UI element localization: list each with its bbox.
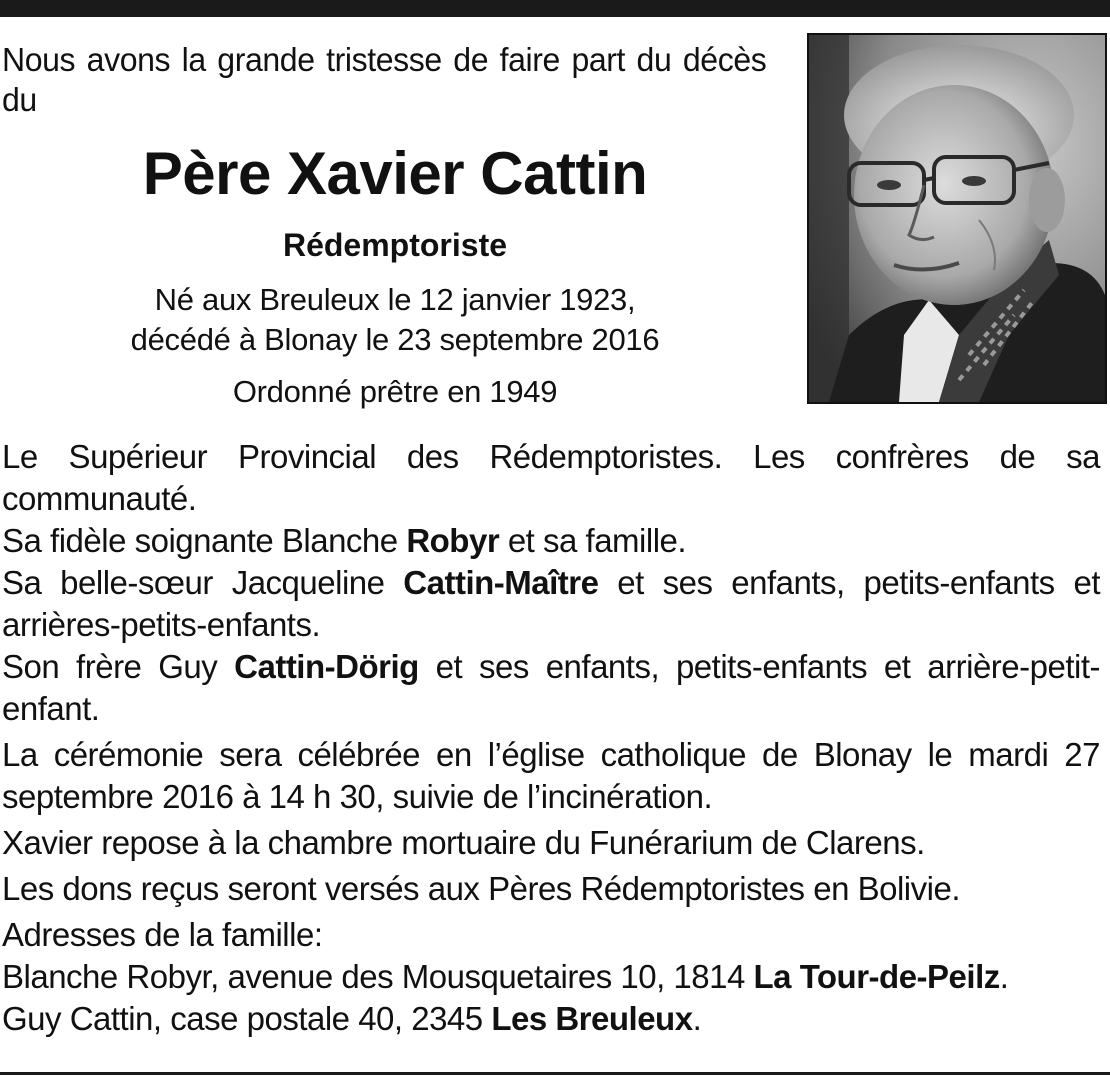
carer-line: Sa fidèle soignante Blanche Robyr et sa famille. (2, 522, 687, 559)
bottom-rule (0, 1072, 1110, 1075)
birth-line: Né aux Breuleux le 12 janvier 1923, (154, 282, 636, 317)
intro-text: Nous avons la grande tristesse de faire part du décès du (2, 41, 767, 118)
portrait-photo (807, 33, 1107, 404)
superior-line: Le Supérieur Provincial des Rédemptoristes. Les confrères de sa communauté. (2, 438, 1100, 517)
addresses-heading: Adresses de la famille: (2, 916, 323, 953)
brother-line: Son frère Guy Cattin-Dörig et ses enfants, petits-enfants et arrière-petit-enfant. (2, 648, 1100, 727)
deceased-name: Père Xavier Cattin (142, 140, 648, 207)
address-line-1: Blanche Robyr, avenue des Mousquetaires 10, 1814 La Tour-de-Peilz. (2, 958, 1009, 995)
ordination-line: Ordonné prêtre en 1949 (232, 374, 558, 409)
address-2-place: Les Breuleux (491, 1000, 693, 1037)
sister-in-law-line: Sa belle-sœur Jacqueline Cattin-Maître et ses enfants, petits-enfants et arrières-petits-enfants. (2, 564, 1100, 643)
carer-surname: Robyr (406, 522, 500, 559)
life-dates (0, 280, 790, 360)
religious-order: Rédemptoriste (282, 227, 508, 263)
repose-line: Xavier repose à la chambre mortuaire du Funérarium de Clarens. (2, 824, 925, 861)
sister-in-law-surname: Cattin-Maître (403, 564, 599, 601)
death-line: décédé à Blonay le 23 septembre 2016 (130, 322, 660, 357)
address-1-place: La Tour-de-Peilz (753, 958, 1000, 995)
announcement-body (2, 436, 1100, 1040)
brother-surname: Cattin-Dörig (234, 648, 419, 685)
top-rule (0, 0, 1110, 17)
ceremony-line: La cérémonie sera célébrée en l’église catholique de Blonay le mardi 27 septembre 2016 à 14 h 30, suivie de l’incinération. (2, 736, 1100, 815)
address-line-2: Guy Cattin, case postale 40, 2345 Les Breuleux. (2, 1000, 702, 1037)
donations-line: Les dons reçus seront versés aux Pères Rédemptoristes en Bolivie. (2, 870, 960, 907)
